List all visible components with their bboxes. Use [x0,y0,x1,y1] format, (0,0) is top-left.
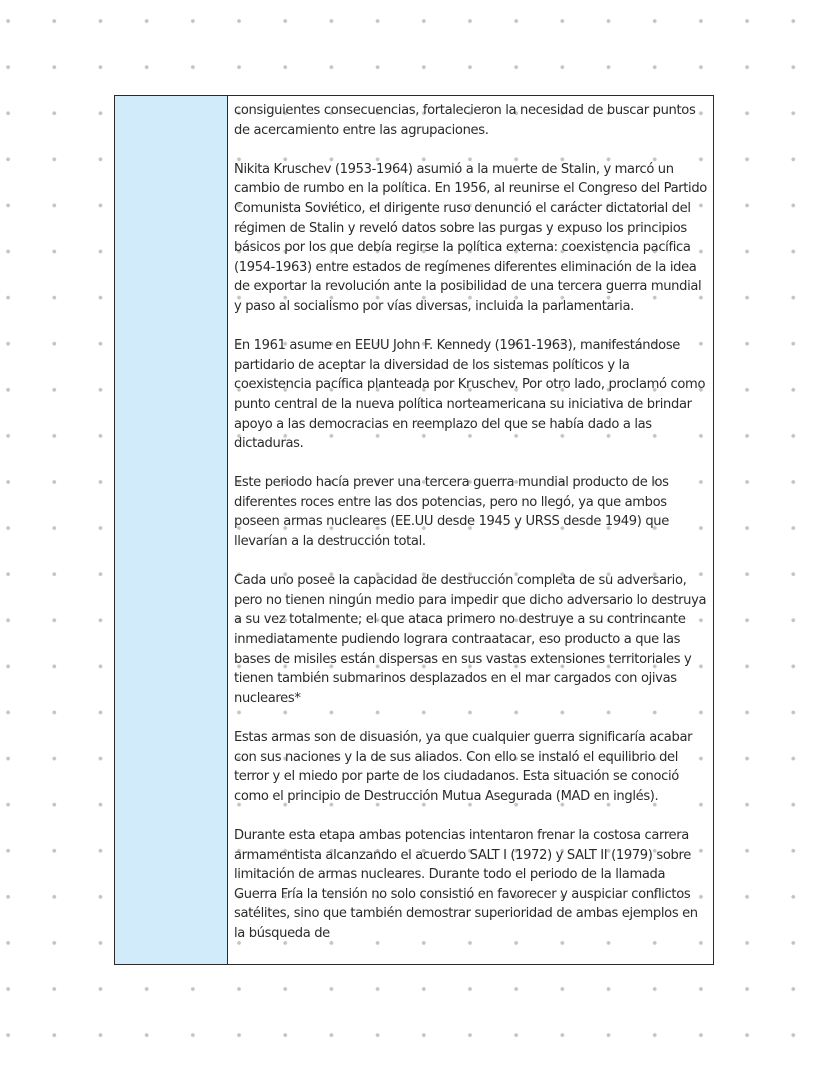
paragraph-1: consiguientes consecuencias, fortalecieron la necesidad de buscar puntos de acercamiento entre las agrupaciones. [234,103,696,138]
notes-column [228,96,713,964]
cue-column [115,96,228,964]
paragraph-7: Durante esta etapa ambas potencias intentaron frenar la costosa carrera armamentista alcanzando el acuerdo SALT I (1972) y SALT II (1979) sobre limitación de armas nucleares. Durante todo el periodo de la llamada Guerra Fría la tensión no solo consistió en favorecer y auspiciar conflictos satélites, sino que también demostrar superioridad de ambas ejemplos en la búsqueda de [234,827,698,941]
paragraph-6: Estas armas son de disuasión, ya que cualquier guerra significaría acabar con sus naciones y la de sus aliados. Con ello se instaló el equilibrio del terror y el miedo por parte de los ciudadanos. Esta situación se conoció como el principio de Destrucción Mutua Asegurada (MAD en inglés). [234,730,693,804]
paragraph-2: Nikita Kruschev (1953-1964) asumió a la muerte de Stalin, y marcó un cambio de rumbo en la política. En 1956, al reunirse el Congreso del Partido Comunista Soviético, el dirigente ruso denunció el carácter dictatorial del régimen de Stalin y reveló datos sobre las purgas y expuso los principios básicos por los que debía regirse la política externa: coexistencia pacífica (1954-1963) entre estados de regímenes diferentes eliminación de la idea de exportar la revolución ante la posibilidad de una tercera guerra mundial y paso al socialismo por vías diversas, incluida la parlamentaria. [234,161,707,314]
paragraph-5: Cada uno posee la capacidad de destrucción completa de su adversario, pero no tienen ningún medio para impedir que dicho adversario lo destruya a su vez totalmente; el que ataca primero no destruye a su contrincante inmediatamente pudiendo lograra contraatacar, eso producto a que las bases de misiles están dispersas en sus vastas extensiones territoriales y tienen también submarinos desplazados en el mar cargados con ojivas nucleares* [234,573,707,706]
notes-table [114,95,714,965]
paragraph-4: Este periodo hacía prever una tercera guerra mundial producto de los diferentes roces entre las dos potencias, pero no llegó, ya que ambos poseen armas nucleares (EE.UU desde 1945 y URSS desde 1949) que llevarían a la destrucción total. [234,475,669,550]
paragraph-3: En 1961 asume en EEUU John F. Kennedy (1961-1963), manifestándose partidario de aceptar la diversidad de los sistemas políticos y la coexistencia pacífica planteada por Kruschev. Por otro lado, proclamó como punto central de la nueva política norteamericana su iniciativa de brindar apoyo a las democracias en reemplazo del que se había dado a las dictaduras. [234,338,706,452]
